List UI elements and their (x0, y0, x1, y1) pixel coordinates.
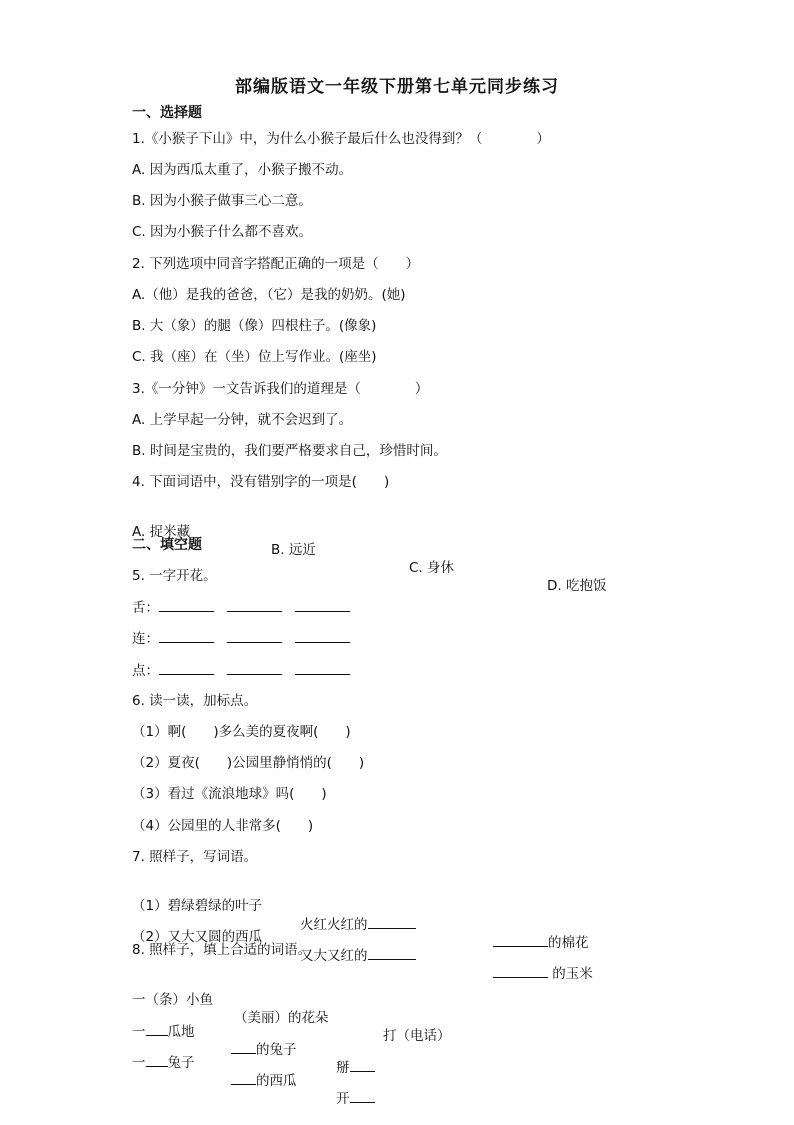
q8-text: 兔子 (167, 1055, 195, 1071)
answer-blank[interactable] (146, 1022, 168, 1036)
q8-example: （美丽）的花朵 (234, 1010, 329, 1026)
question-3: 3.《一分钟》一文告诉我们的道理是（ ） (132, 381, 429, 397)
q7-suffix: 的玉米 (548, 966, 593, 982)
q8-row-2 (0, 1035, 794, 1107)
q7-prompt: 又大又红的 (300, 948, 368, 964)
answer-blank[interactable] (295, 598, 350, 612)
question-8: 8. 照样子，填上合适的词语。 (132, 942, 312, 958)
q6-item: （1）啊( )多么美的夏夜啊( ) (132, 724, 351, 740)
question-7: 7. 照样子，写词语。 (132, 849, 258, 865)
section-heading-choice: 一、选择题 (132, 105, 202, 121)
q8-text: 掰 (336, 1060, 350, 1076)
q5-row-label: 点： (132, 663, 159, 679)
q1-option-b: B. 因为小猴子做事三心二意。 (132, 193, 312, 209)
q7-example: （1）碧绿碧绿的叶子 (132, 898, 263, 914)
answer-blank[interactable] (227, 598, 282, 612)
answer-blank[interactable] (227, 661, 282, 675)
q3-option-a: A. 上学早起一分钟，就不会迟到了。 (132, 412, 353, 428)
q5-row (132, 629, 350, 648)
section-heading-fill: 二、填空题 (132, 537, 202, 553)
q8-text: 一 (132, 1055, 146, 1071)
q5-row-label: 舌： (132, 600, 159, 616)
answer-blank[interactable] (350, 1089, 375, 1103)
q8-example: 打（电话） (383, 1028, 451, 1044)
q8-text: 瓜地 (167, 1024, 195, 1040)
answer-blank[interactable] (159, 598, 214, 612)
answer-blank[interactable] (159, 629, 214, 643)
answer-blank[interactable] (227, 629, 282, 643)
q3-option-b: B. 时间是宝贵的，我们要严格要求自己，珍惜时间。 (132, 443, 447, 459)
q5-row (132, 661, 350, 680)
question-6: 6. 读一读，加标点。 (132, 693, 258, 709)
q6-item: （3）看过《流浪地球》吗( ) (132, 786, 327, 802)
q5-row-label: 连： (132, 631, 159, 647)
q1-option-c: C. 因为小猴子什么都不喜欢。 (132, 224, 313, 240)
q2-option-b: B. 大（象）的腿（像）四根柱子。(像象) (132, 318, 377, 334)
answer-blank[interactable] (295, 661, 350, 675)
q4-option-c: C. 身休 (409, 560, 455, 576)
question-5: 5. 一字开花。 (132, 568, 217, 584)
q8-text: 开 (336, 1091, 350, 1107)
q8-text: 的西瓜 (256, 1073, 297, 1089)
q7-prompt: 火红火红的 (300, 917, 368, 933)
q2-option-a: A.（他）是我的爸爸，（它）是我的奶奶。(她) (132, 287, 406, 303)
q4-option-b: B. 远近 (271, 542, 316, 558)
q7-example: （2）又大又圆的西瓜 (132, 929, 263, 945)
q6-item: （4）公园里的人非常多( ) (132, 818, 314, 834)
q7-suffix: 的棉花 (548, 935, 589, 951)
question-1: 1.《小猴子下山》中，为什么小猴子最后什么也没得到？（ ） (132, 131, 550, 147)
answer-blank[interactable] (493, 933, 548, 947)
answer-blank[interactable] (231, 1071, 256, 1085)
q8-example: 一（条）小鱼 (132, 992, 213, 1008)
answer-blank[interactable] (146, 1053, 168, 1067)
page-title: 部编版语文一年级下册第七单元同步练习 (235, 77, 559, 97)
answer-blank[interactable] (350, 1058, 375, 1072)
q4-option-a: A. 捉米藏 (132, 524, 191, 540)
q2-option-c: C. 我（座）在（坐）位上写作业。(座坐) (132, 349, 377, 365)
q8-text: 的兔子 (256, 1042, 297, 1058)
q6-item: （2）夏夜( )公园里静悄悄的( ) (132, 755, 365, 771)
answer-blank[interactable] (368, 946, 416, 960)
q8-text: 一 (132, 1024, 146, 1040)
q5-row (132, 598, 350, 617)
q1-option-a: A. 因为西瓜太重了，小猴子搬不动。 (132, 162, 353, 178)
answer-blank[interactable] (295, 629, 350, 643)
question-4: 4. 下面词语中，没有错别字的一项是( ) (132, 474, 390, 490)
question-2: 2. 下列选项中同音字搭配正确的一项是（ ） (132, 256, 420, 272)
answer-blank[interactable] (159, 661, 214, 675)
q4-option-d: D. 吃抱饭 (547, 578, 607, 594)
